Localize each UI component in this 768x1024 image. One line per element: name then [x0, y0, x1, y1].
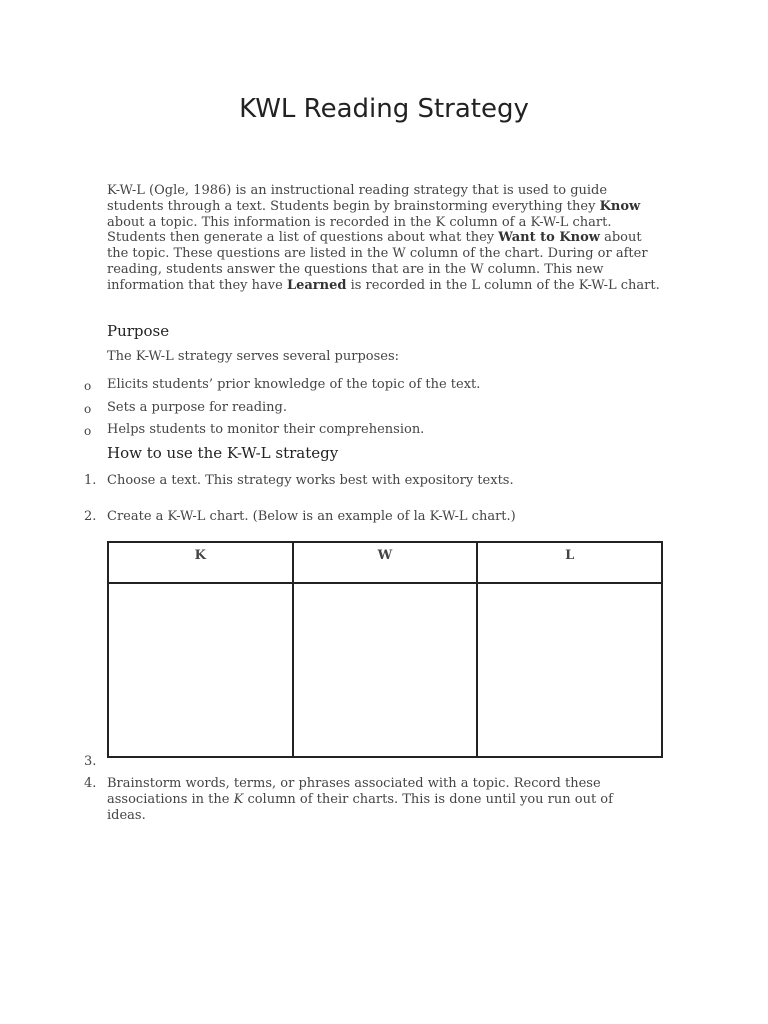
kwl-header-l: L: [477, 542, 662, 583]
step4-text-a: Brainstorm words, terms, or phrases associated with a topic. Record these associations in the: [107, 776, 601, 807]
intro-want: Want to Know: [498, 230, 600, 246]
purpose-item: Sets a purpose for reading.: [107, 400, 288, 415]
intro-know: Know: [599, 198, 641, 214]
page-title: KWL Reading Strategy: [239, 94, 529, 124]
kwl-header-w: W: [293, 542, 478, 583]
purpose-item: Helps students to monitor their comprehension.: [107, 422, 425, 437]
step-number: 4.: [84, 776, 97, 791]
intro-text-1: K-W-L (Ogle, 1986) is an instructional reading strategy that is used to guide students through a text. Students begin by brainstorming everything they: [107, 183, 608, 214]
step-number: 1.: [84, 473, 97, 488]
kwl-cell-l: [477, 583, 662, 757]
kwl-chart: [107, 541, 663, 758]
step-text: Choose a text. This strategy works best with expository texts.: [107, 473, 514, 488]
kwl-header-k: K: [108, 542, 293, 583]
kwl-cell-k: [108, 583, 293, 757]
step-text: [107, 776, 647, 824]
kwl-cell-w: [293, 583, 478, 757]
bullet-marker: o: [84, 379, 92, 393]
purpose-item: Elicits students’ prior knowledge of the topic of the text.: [107, 377, 481, 392]
intro-text-2: about a topic. This information is recorded in the K column of a K-W-L chart. Students then generate a list of questions about what they: [107, 214, 612, 246]
intro-text-4: is recorded in the L column of the K-W-L chart.: [346, 277, 660, 293]
step-number: 3.: [84, 754, 97, 769]
step4-text-b: column of their charts. This is done until you run out of ideas.: [107, 792, 613, 823]
step-number: 2.: [84, 509, 97, 524]
purpose-lead: The K-W-L strategy serves several purposes:: [107, 349, 400, 364]
how-heading: How to use the K-W-L strategy: [107, 444, 339, 462]
bullet-marker: o: [84, 424, 92, 438]
bullet-marker: o: [84, 402, 92, 416]
step4-k: K: [233, 792, 244, 807]
intro-paragraph: [107, 183, 667, 294]
intro-text-3: about the topic. These questions are listed in the W column of the chart. During or after reading, students answer the questions that are in the W column. This new information that they have: [107, 230, 648, 293]
intro-learned: Learned: [286, 277, 347, 293]
purpose-heading: Purpose: [107, 322, 170, 340]
step-text: Create a K-W-L chart. (Below is an example of la K-W-L chart.): [107, 509, 516, 524]
